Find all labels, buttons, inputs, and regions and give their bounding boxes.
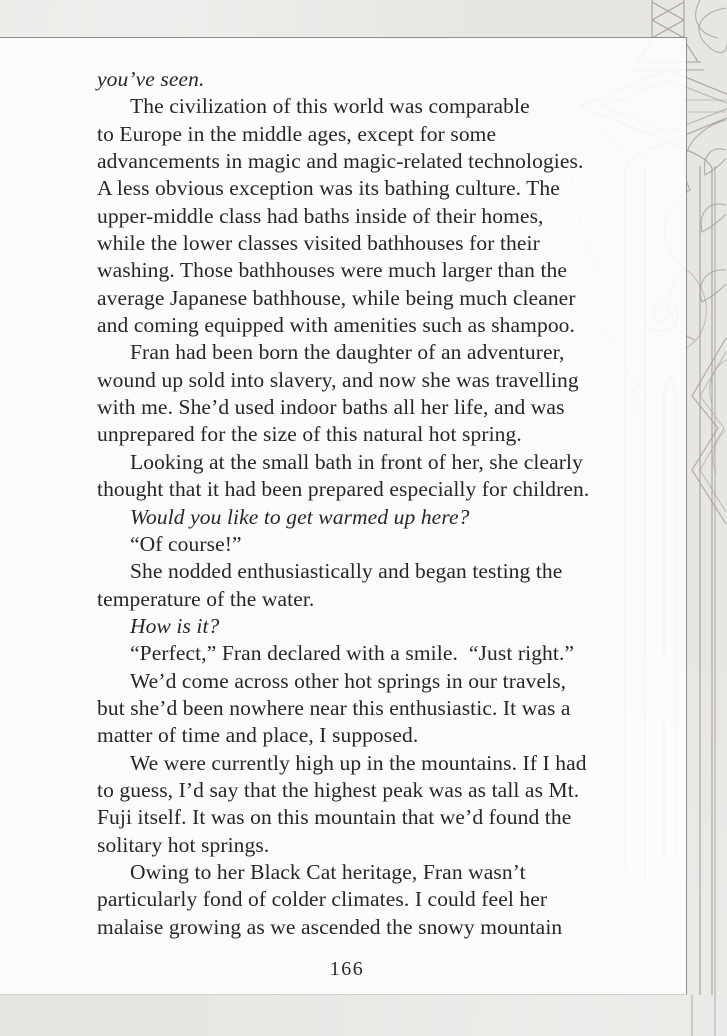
text-line: Looking at the small bath in front of her, she clearly <box>130 449 583 474</box>
text-line: matter of time and place, I supposed. <box>97 723 419 748</box>
text-line: Would you like to get warmed up here? <box>130 504 470 529</box>
sword-grip <box>652 0 684 40</box>
text-line: average Japanese bathhouse, while being much cleaner <box>97 285 576 310</box>
text-line: How is it? <box>130 613 220 638</box>
text-line: solitary hot springs. <box>97 832 270 857</box>
text-line: “Perfect,” Fran declared with a smile. “Just right.” <box>130 641 575 666</box>
text-line: upper-middle class had baths inside of their homes, <box>97 203 544 228</box>
text-line: advancements in magic and magic-related technologies. <box>97 149 584 174</box>
text-block <box>97 66 657 941</box>
text-line: but she’d been nowhere near this enthusiastic. It was a <box>97 695 571 720</box>
text-line: with me. She’d used indoor baths all her life, and was <box>97 395 565 420</box>
text-line: thought that it had been prepared especially for children. <box>97 477 590 502</box>
text-line: temperature of the water. <box>97 586 315 611</box>
text-line: unprepared for the size of this natural hot spring. <box>97 422 522 447</box>
text-line: Fran had been born the daughter of an adventurer, <box>130 340 565 365</box>
text-line: malaise growing as we ascended the snowy mountain <box>97 914 563 939</box>
text-line: washing. Those bathhouses were much larger than the <box>97 258 568 283</box>
text-line: Fuji itself. It was on this mountain that we’d found the <box>97 805 572 830</box>
text-line: We were currently high up in the mountains. If I had <box>130 750 587 775</box>
text-line: while the lower classes visited bathhouses for their <box>97 231 540 256</box>
text-line: you’ve seen. <box>97 67 205 91</box>
text-line: The civilization of this world was comparable <box>130 94 530 119</box>
text-line: A less obvious exception was its bathing culture. The <box>97 176 560 201</box>
text-line: to guess, I’d say that the highest peak was as tall as Mt. <box>97 777 580 802</box>
text-line: She nodded enthusiastically and began testing the <box>130 559 563 584</box>
text-line: We’d come across other hot springs in our travels, <box>130 668 567 693</box>
text-line: Owing to her Black Cat heritage, Fran wasn’t <box>130 859 526 884</box>
page-number: 166 <box>329 958 365 980</box>
text-line: wound up sold into slavery, and now she was travelling <box>97 367 579 392</box>
text-line: “Of course!” <box>130 531 242 556</box>
text-line: and coming equipped with amenities such as shampoo. <box>97 313 576 338</box>
text-line: particularly fond of colder climates. I could feel her <box>97 887 548 912</box>
text-line: to Europe in the middle ages, except for some <box>97 121 497 146</box>
